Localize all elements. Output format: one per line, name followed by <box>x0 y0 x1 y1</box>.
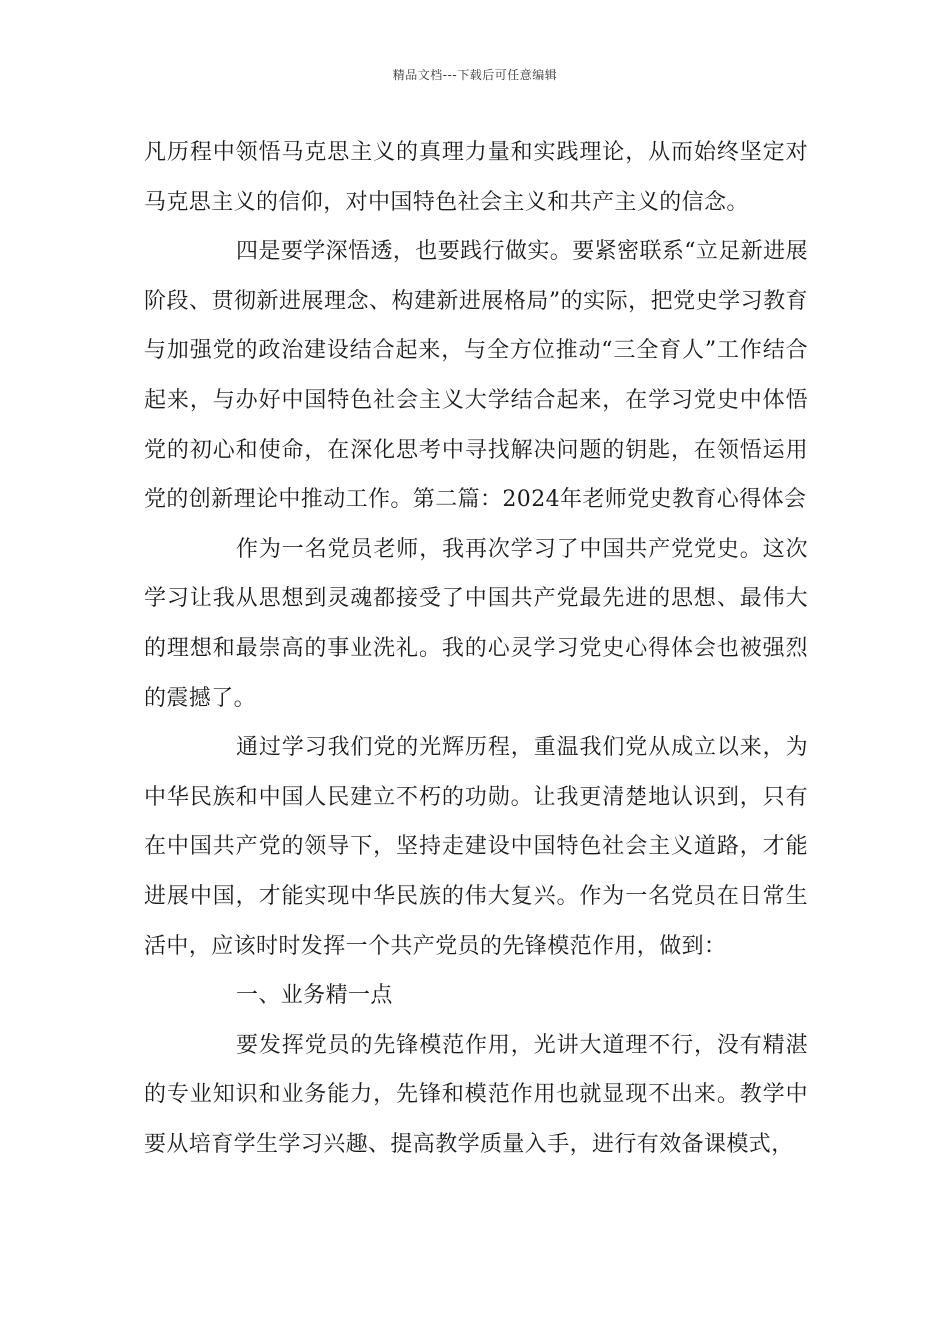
paragraph-4: 通过学习我们党的光辉历程，重温我们党从成立以来，为中华民族和中国人民建立不朽的功勋。让我更清楚地认识到，只有在中国共产党的领导下，坚持走建设中国特色社会主义道路，才能进展中国，才能实现中华民族的伟大复兴。作为一名党员在日常生活中，应该时时发挥一个共产党员的先锋模范作用，做到： <box>144 735 808 959</box>
paragraph-3: 作为一名党员老师，我再次学习了中国共产党党史。这次学习让我从思想到灵魂都接受了中国共产党最先进的思想、最伟大的理想和最崇高的事业洗礼。我的心灵学习党史心得体会也被强烈的震撼了。 <box>144 536 808 711</box>
paragraph-5: 要发挥党员的先锋模范作用，光讲大道理不行，没有精湛的专业知识和业务能力，先锋和模范作用也就显现不出来。教学中要从培育学生学习兴趣、提高教学质量入手，进行有效备课模式， <box>144 1032 808 1157</box>
document-body <box>144 128 808 1169</box>
paragraph-1: 凡历程中领悟马克思主义的真理力量和实践理论，从而始终坚定对马克思主义的信仰，对中国特色社会主义和共产主义的信念。 <box>144 140 808 215</box>
section-heading: 一、业务精一点 <box>236 983 393 1009</box>
page-header: 精品文档---下载后可任意编辑 <box>392 68 558 82</box>
paragraph-2: 四是要学深悟透，也要践行做实。要紧密联系“立足新进展阶段、贯彻新进展理念、构建新进展格局”的实际，把党史学习教育与加强党的政治建设结合起来，与全方位推动“三全育人”工作结合起来，与办好中国特色社会主义大学结合起来，在学习党史中体悟党的初心和使命，在深化思考中寻找解决问题的钥匙，在领悟运用党的创新理论中推动工作。第二篇：2024年老师党史教育心得体会 <box>144 239 808 513</box>
